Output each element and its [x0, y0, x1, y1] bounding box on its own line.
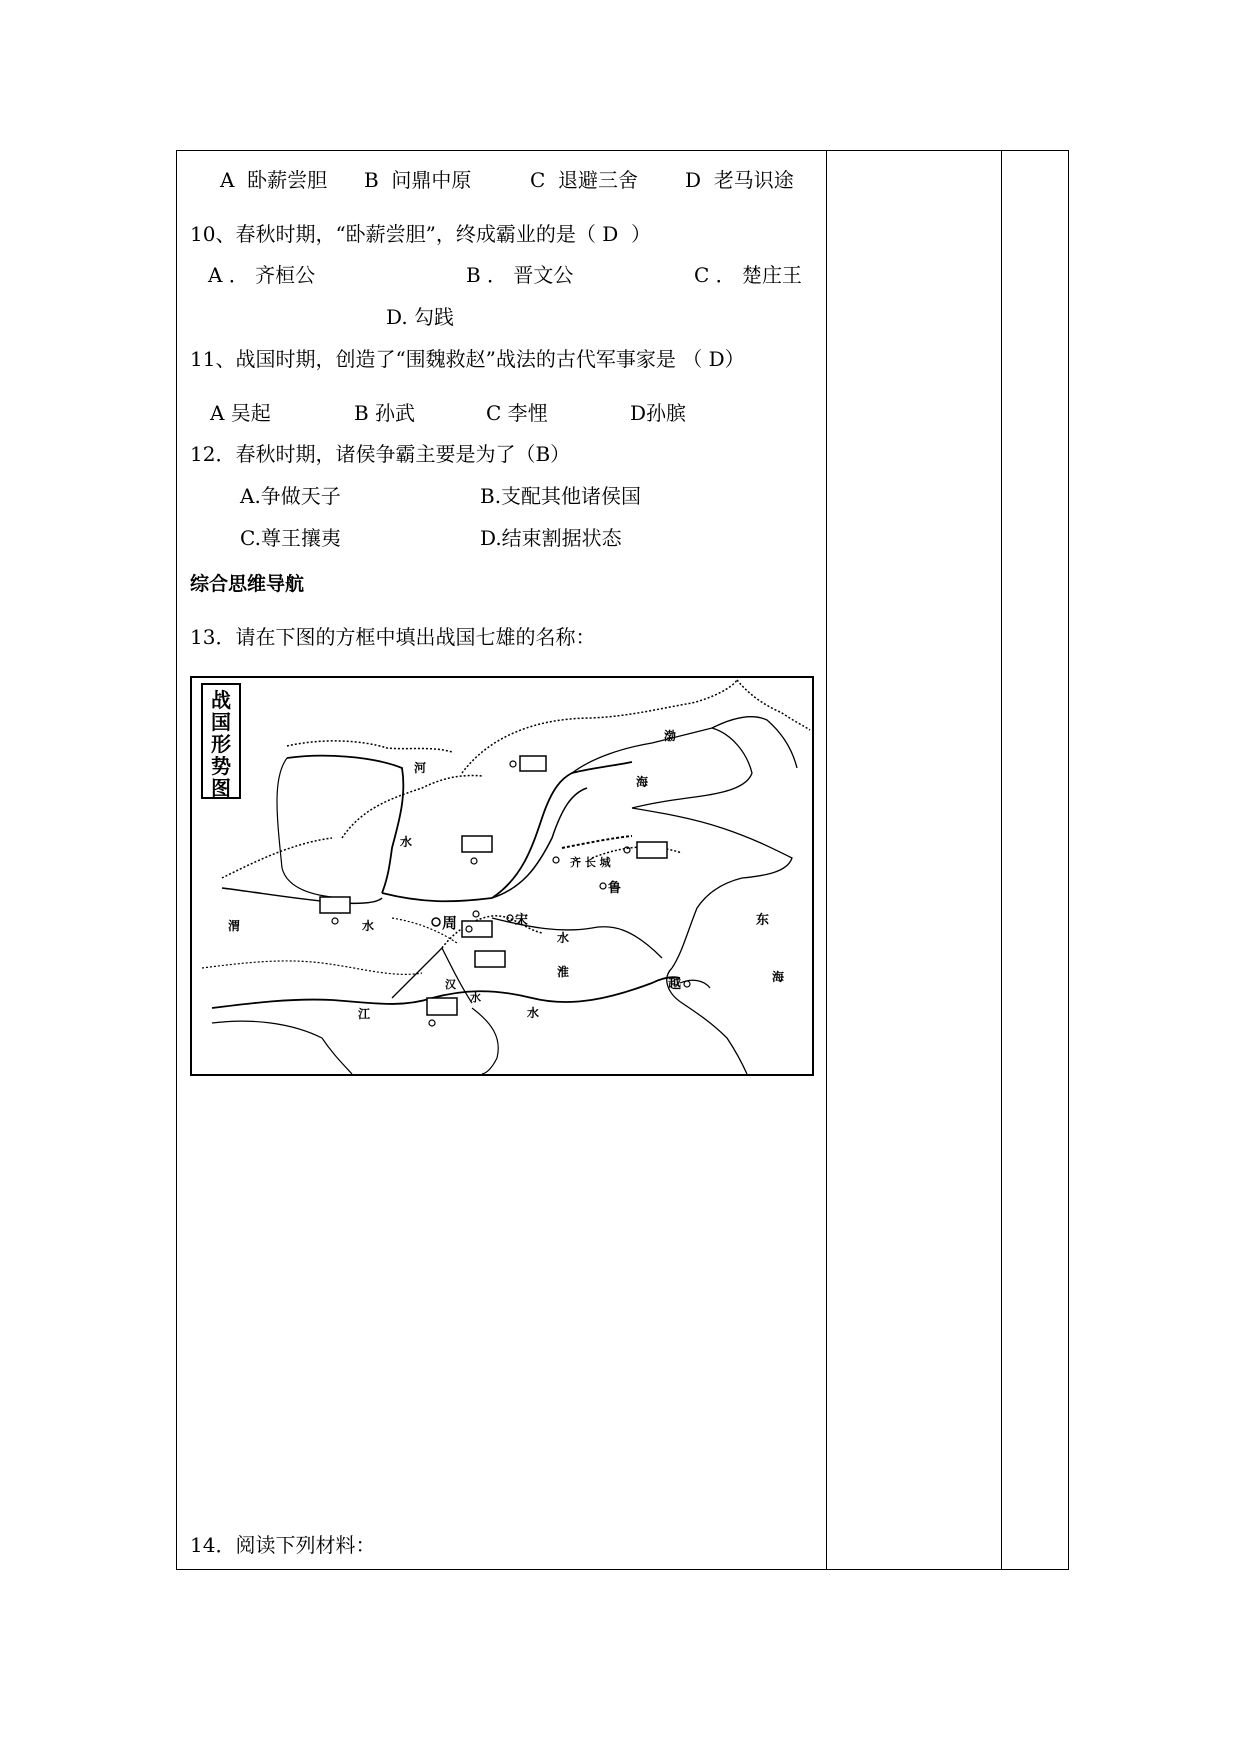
q14-stem: 14．阅读下列材料： — [190, 1533, 376, 1557]
map-label-qi-wall: 齐 长 城 — [570, 856, 611, 869]
map-label-lu: 鲁 — [608, 881, 622, 896]
wei-river — [222, 888, 382, 903]
q10-option-c: C ． 楚庄王 — [694, 263, 803, 287]
q12-option-c: C.尊王攘夷 — [240, 526, 341, 550]
q12-stem: 12．春秋时期，诸侯争霸主要是为了（B） — [190, 442, 571, 466]
map-label-shui: 水 — [470, 991, 481, 1004]
river-line — [212, 1021, 352, 1074]
border-line — [222, 838, 332, 878]
qi-great-wall — [562, 836, 632, 848]
blank-state-box[interactable] — [637, 842, 667, 858]
border-line — [462, 680, 737, 773]
q12-option-d: D.结束割据状态 — [480, 526, 622, 550]
q13-stem: 13．请在下图的方框中填出战国七雄的名称： — [190, 625, 596, 649]
q10-option-d: D. 勾践 — [386, 305, 455, 329]
section-title: 综合思维导航 — [190, 573, 305, 595]
border-line — [737, 680, 810, 730]
border-line — [202, 961, 422, 974]
q9-option-a: A 卧薪尝胆 — [220, 168, 328, 192]
border-line — [342, 776, 482, 839]
capital-marker — [473, 911, 479, 917]
q11-option-d: D孙膑 — [630, 401, 687, 425]
map-label-shui: 水 — [527, 1006, 540, 1020]
yellow-river — [492, 762, 632, 898]
map-label-shui: 水 — [557, 931, 570, 945]
border-line — [287, 741, 452, 752]
blank-state-box[interactable] — [520, 756, 546, 771]
q9-option-c: C 退避三舍 — [530, 168, 639, 192]
q9-option-d: D 老马识途 — [685, 168, 794, 192]
map-label-bo: 渤 — [664, 729, 677, 743]
map-label-zhou: 周 — [442, 914, 458, 932]
river-line — [277, 758, 342, 898]
map-title-char: 势 — [211, 754, 231, 778]
yellow-river-branch — [492, 788, 587, 898]
map-label-song: 宋 — [515, 913, 529, 928]
map-label-hai: 海 — [772, 970, 785, 984]
map-label-dong: 东 — [756, 913, 770, 928]
warring-states-map — [190, 676, 814, 1076]
q12-option-b: B.支配其他诸侯国 — [480, 484, 642, 508]
map-title-char: 图 — [211, 776, 231, 800]
map-label-shui: 水 — [400, 835, 413, 849]
han-river — [392, 948, 472, 1003]
capital-marker — [332, 918, 338, 924]
map-svg — [192, 678, 812, 1074]
map-title-char: 国 — [211, 710, 231, 734]
map-label-huai: 淮 — [557, 965, 570, 979]
q11-option-c: C 李悝 — [486, 401, 548, 425]
blank-state-box[interactable] — [475, 951, 505, 967]
map-label-jiang: 江 — [358, 1007, 371, 1021]
capital-marker — [429, 1020, 435, 1026]
capital-marker — [553, 857, 559, 863]
table-column-divider — [826, 150, 827, 1570]
map-label-hai: 海 — [636, 775, 649, 789]
q11-option-b: B 孙武 — [354, 401, 416, 425]
map-label-yue: 越 — [668, 977, 682, 992]
map-title-char: 形 — [211, 732, 231, 756]
blank-state-box[interactable] — [462, 836, 492, 852]
q10-stem: 10、春秋时期，“卧薪尝胆”，终成霸业的是（ D ） — [190, 222, 652, 246]
yellow-river — [287, 756, 403, 893]
capital-marker — [600, 883, 606, 889]
yellow-river — [382, 893, 492, 901]
q12-option-a: A.争做天子 — [240, 484, 341, 508]
capital-marker — [471, 858, 477, 864]
table-column-divider — [1001, 150, 1002, 1570]
map-label-wei: 渭 — [228, 919, 241, 933]
q11-stem: 11、战国时期，创造了“围魏救赵”战法的古代军事家是 （ D） — [190, 347, 745, 371]
capital-marker — [432, 918, 440, 926]
capital-marker — [510, 761, 516, 767]
q10-option-b: B ． 晋文公 — [466, 263, 574, 287]
map-label-han: 汉 — [445, 978, 456, 991]
river-line — [472, 1008, 498, 1074]
blank-state-box[interactable] — [320, 897, 350, 913]
map-label-shui: 水 — [362, 919, 375, 933]
map-label-he: 河 — [414, 761, 427, 775]
q11-option-a: A 吴起 — [210, 401, 271, 425]
coastline — [712, 717, 797, 768]
coastline — [632, 808, 792, 968]
map-title-char: 战 — [211, 688, 231, 712]
capital-marker — [684, 981, 690, 987]
blank-state-box[interactable] — [427, 998, 457, 1015]
q9-option-b: B 问鼎中原 — [364, 168, 472, 192]
q10-option-a: A ． 齐桓公 — [208, 263, 316, 287]
